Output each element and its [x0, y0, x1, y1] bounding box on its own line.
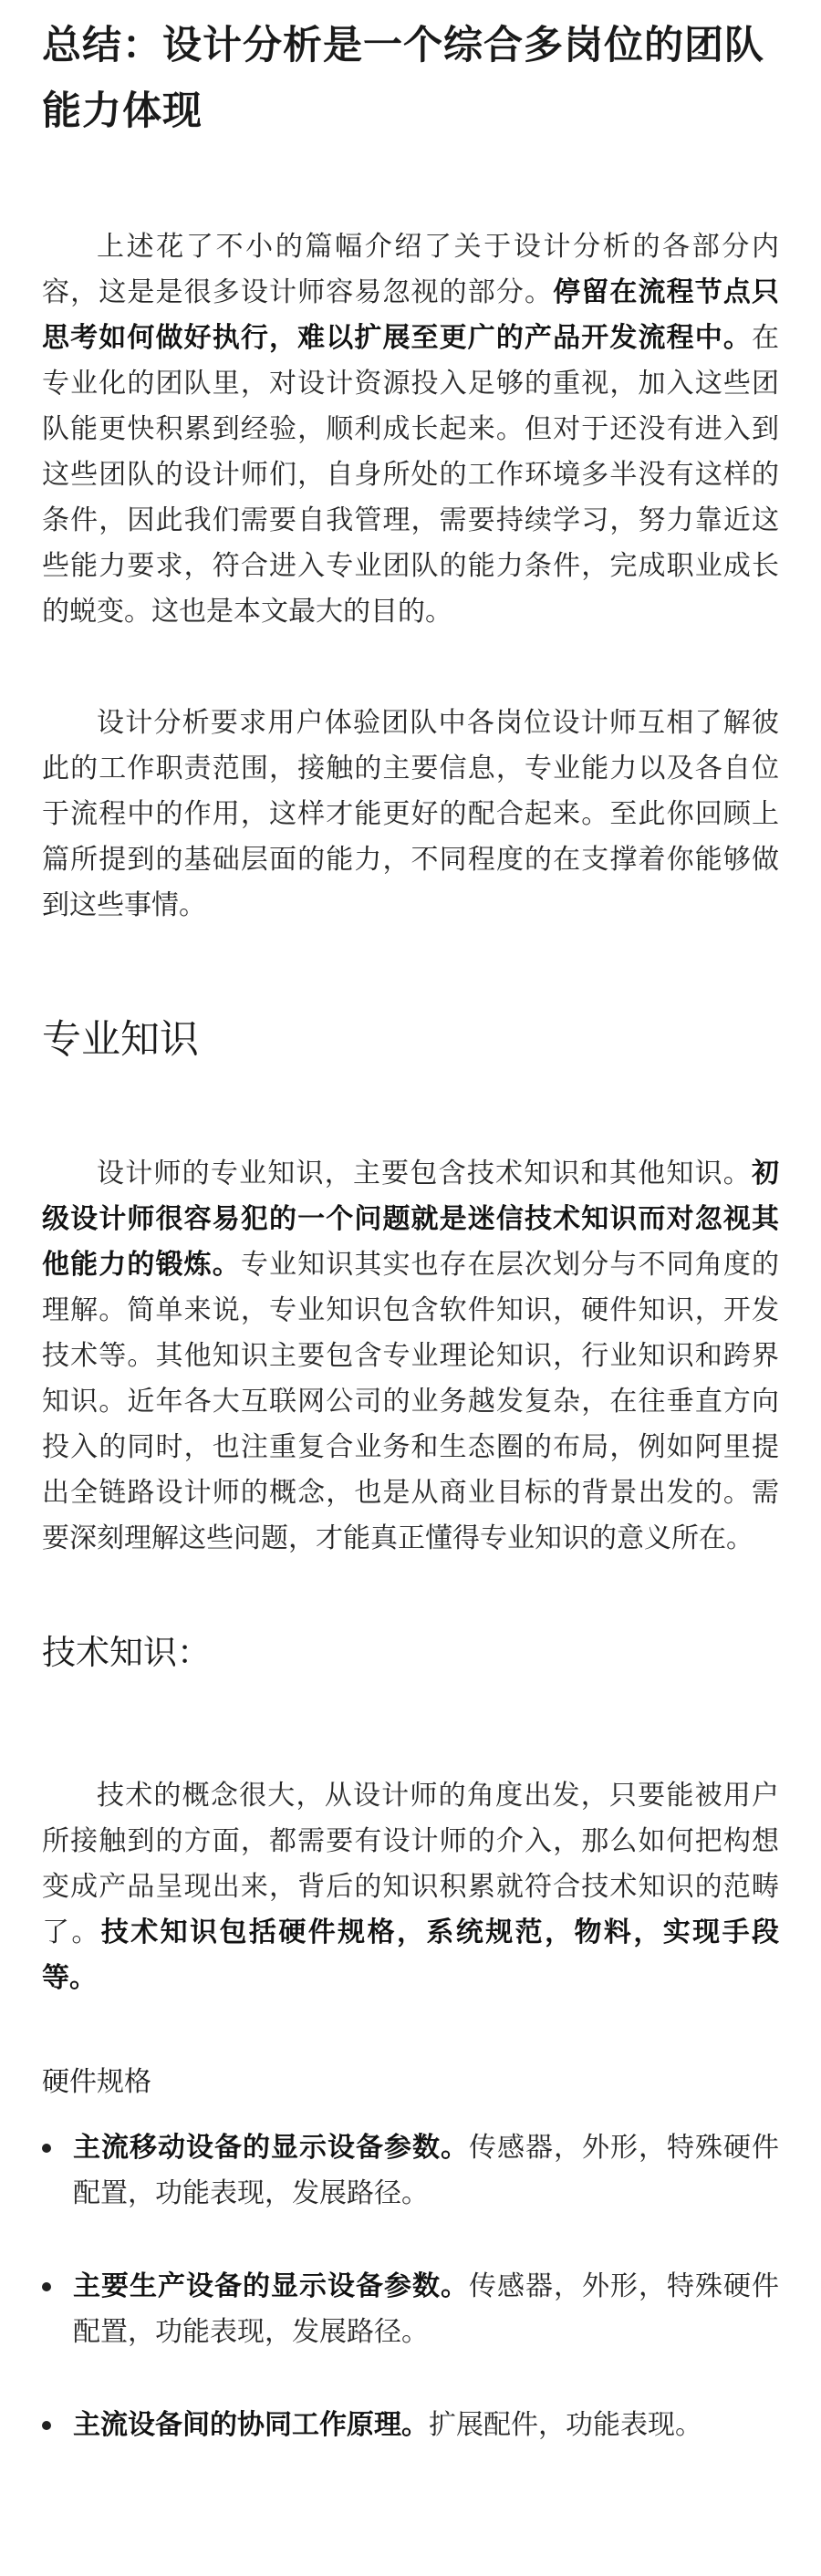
paragraph-emphasis: 技术知识包括硬件规格，系统规范，物料，实现手段等。: [42, 1916, 780, 1994]
bullet-icon: [42, 2144, 51, 2153]
list-item-text: 传感器，外形，特殊硬件配置，功能表现，发展路径。: [73, 2132, 779, 2209]
paragraph-professional-knowledge: [42, 1151, 779, 1562]
list-item: [42, 2264, 779, 2355]
list-item: [42, 2125, 779, 2217]
list-item-emphasis: 主流移动设备的显示设备参数。: [73, 2132, 469, 2164]
bullet-icon: [42, 2282, 51, 2291]
list-item: [42, 2403, 779, 2448]
paragraph-emphasis: 停留在流程节点只思考如何做好执行，难以扩展至更广的产品开发流程中。: [42, 276, 780, 354]
list-item-emphasis: 主流设备间的协同工作原理。: [73, 2409, 429, 2441]
list-item-text: 扩展配件，功能表现。: [429, 2409, 702, 2441]
paragraph-emphasis: 初级设计师很容易犯的一个问题就是迷信技术知识而对忽视其他能力的锻炼。: [42, 1158, 779, 1281]
list-item-text: 传感器，外形，特殊硬件配置，功能表现，发展路径。: [73, 2270, 779, 2348]
list-item-emphasis: 主要生产设备的显示设备参数。: [73, 2270, 469, 2302]
bullet-icon: [42, 2421, 51, 2430]
section-heading-technical-knowledge: 技术知识：: [42, 1633, 211, 1672]
paragraph-text: 技术的概念很大，从设计师的角度出发，只要能被用户所接触到的方面，都需要有设计师的介入，那么如何把构想变成产品呈现出来，背后的知识积累就符合技术知识的范畴了。: [42, 1780, 779, 1948]
paragraph-text: 专业知识其实也存在层次划分与不同角度的理解。简单来说，专业知识包含软件知识，硬件知识，开发技术等。其他知识主要包含专业理论知识，行业知识和跨界知识。近年各大互联网公司的业务越发复杂，在往垂直方向投入的同时，也注重复合业务和生态圈的布局，例如阿里提出全链路设计师的概念，也是从商业目标的背景出发的。需要深刻理解这些问题，才能真正懂得专业知识的意义所在。: [42, 1249, 780, 1554]
section-heading-professional-knowledge: 专业知识: [42, 1017, 199, 1063]
paragraph-design-analysis: 设计分析要求用户体验团队中各岗位设计师互相了解彼此的工作职责范围，接触的主要信息，专业能力以及各自位于流程中的作用，这样才能更好的配合起来。至此你回顾上篇所提到的基础层面的能力，不同程度的在支撑着你能够做到这些事情。: [42, 707, 779, 921]
section-heading-hardware-specs: 硬件规格: [42, 2066, 151, 2098]
paragraph-summary: [42, 224, 779, 635]
paragraph-text: 设计师的专业知识，主要包含技术知识和其他知识。: [97, 1158, 752, 1189]
paragraph-technical-knowledge: [42, 1773, 779, 2001]
paragraph-text: 在专业化的团队里，对设计资源投入足够的重视，加入这些团队能更快积累到经验，顺利成长起来。但对于还没有进入到这些团队的设计师们，自身所处的工作环境多半没有这样的条件，因此我们需要自我管理，需要持续学习，努力靠近这些能力要求，符合进入专业团队的能力条件，完成职业成长的蜕变。这也是本文最大的目的。: [42, 322, 779, 628]
summary-heading: 总结：设计分析是一个综合多岗位的团队能力体现: [42, 23, 764, 134]
hardware-specs-list: [42, 2125, 779, 2448]
paragraph-text: 上述花了不小的篇幅介绍了关于设计分析的各部分内容，这是是很多设计师容易忽视的部分。: [42, 231, 779, 308]
